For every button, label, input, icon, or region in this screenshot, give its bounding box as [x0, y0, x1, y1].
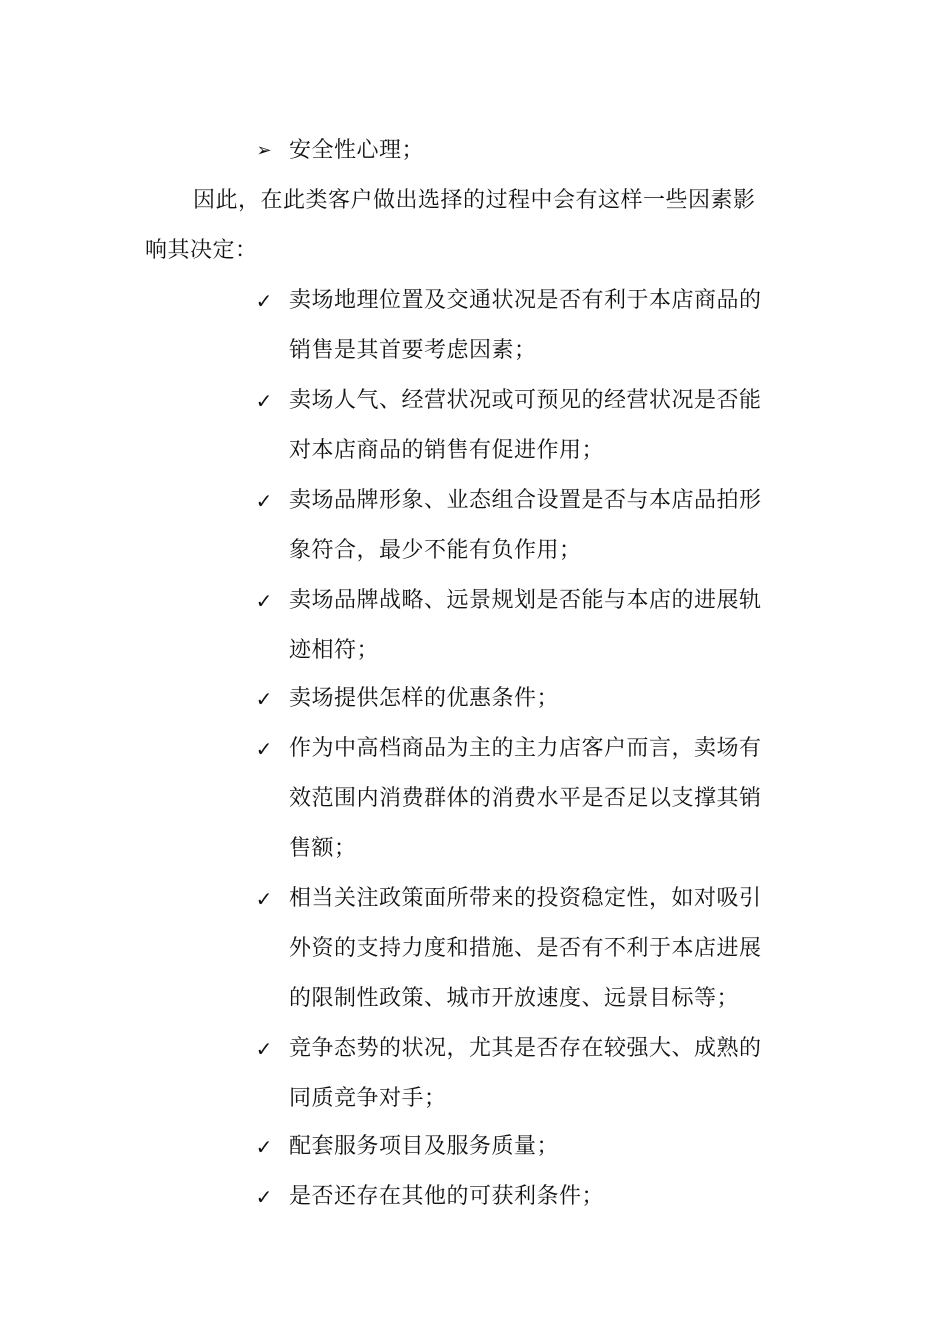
factor-line: 外资的支持力度和措施、是否有不利于本店进展 — [289, 936, 762, 961]
factor-line: 卖场地理位置及交通状况是否有利于本店商品的 — [289, 288, 762, 313]
factor-line: 对本店商品的销售有促进作用； — [289, 438, 605, 463]
factor-line: 卖场品牌战略、远景规划是否能与本店的进展轨 — [289, 588, 762, 613]
factor-line: 配套服务项目及服务质量； — [289, 1134, 560, 1159]
check-icon: ✓ — [255, 687, 273, 711]
factor-line: 象符合，最少不能有负作用； — [289, 538, 582, 563]
factor-line: 销售是其首要考虑因素； — [289, 338, 537, 363]
arrow-bullet-icon: ➢ — [256, 140, 272, 161]
factor-line: 卖场提供怎样的优惠条件； — [289, 686, 560, 711]
check-icon: ✓ — [255, 489, 273, 513]
factor-line: 卖场品牌形象、业态组合设置是否与本店品拍形 — [289, 488, 762, 513]
check-icon: ✓ — [255, 389, 273, 413]
paragraph-line-1: 因此，在此类客户做出选择的过程中会有这样一些因素影 — [193, 188, 756, 213]
factor-line: 的限制性政策、城市开放速度、远景目标等； — [289, 986, 740, 1011]
check-icon: ✓ — [255, 737, 273, 761]
factor-line: 迹相符； — [289, 638, 380, 663]
check-icon: ✓ — [255, 1135, 273, 1159]
factor-line: 卖场人气、经营状况或可预见的经营状况是否能 — [289, 388, 762, 413]
factor-line: 是否还存在其他的可获利条件； — [289, 1184, 605, 1209]
factor-line: 效范围内消费群体的消费水平是否足以支撑其销 — [289, 786, 762, 811]
factor-line: 竞争态势的状况，尤其是否存在较强大、成熟的 — [289, 1036, 762, 1061]
check-icon: ✓ — [255, 589, 273, 613]
check-icon: ✓ — [255, 289, 273, 313]
paragraph-line-2: 响其决定： — [145, 238, 258, 263]
check-icon: ✓ — [255, 887, 273, 911]
bullet-text-safety: 安全性心理； — [289, 138, 425, 163]
check-icon: ✓ — [255, 1185, 273, 1209]
factor-line: 同质竞争对手； — [289, 1086, 447, 1111]
factor-line: 作为中高档商品为主的主力店客户而言，卖场有 — [289, 736, 762, 761]
factor-line: 售额； — [289, 836, 357, 861]
check-icon: ✓ — [255, 1037, 273, 1061]
factor-line: 相当关注政策面所带来的投资稳定性，如对吸引 — [289, 886, 762, 911]
